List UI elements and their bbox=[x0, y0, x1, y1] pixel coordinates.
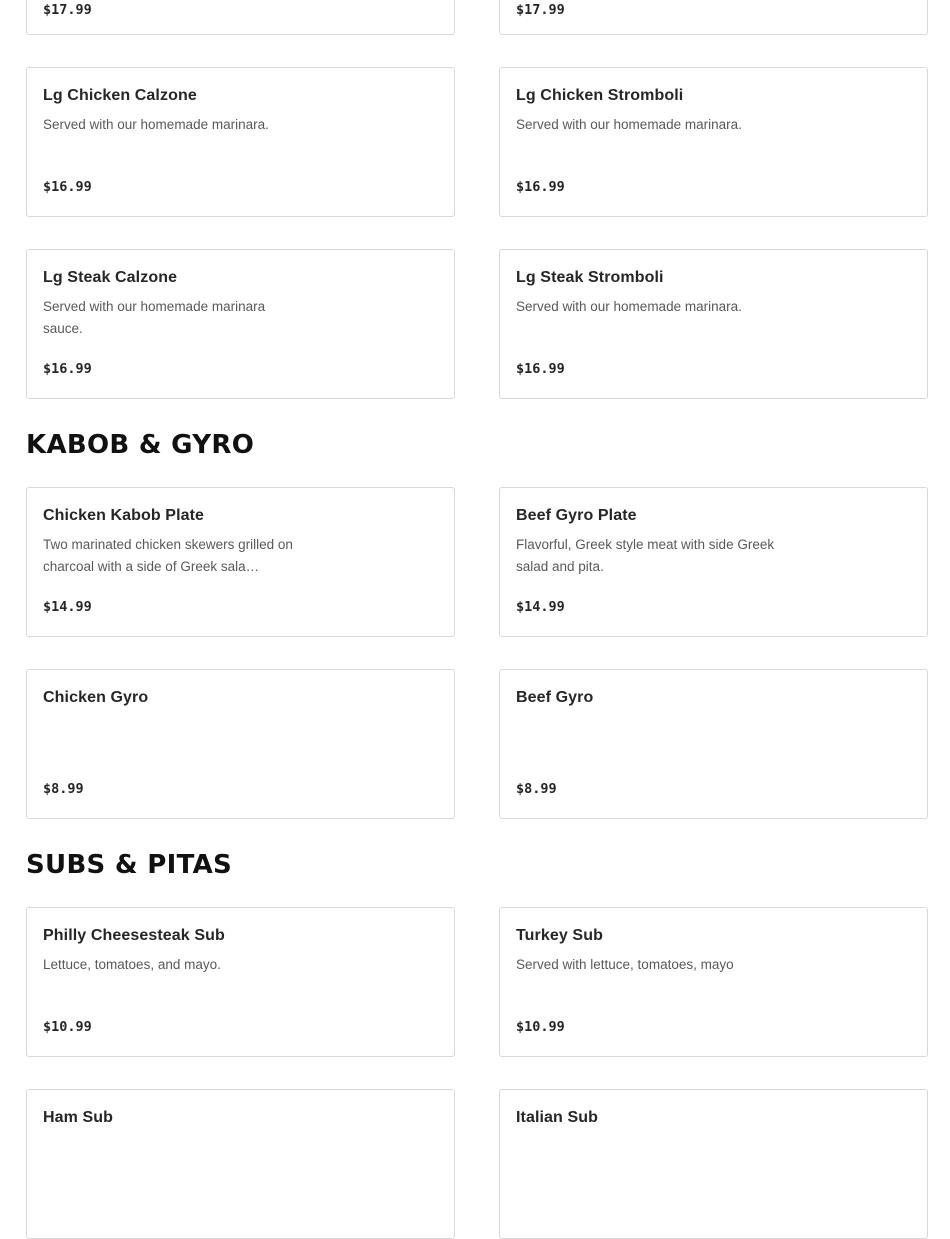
menu-item-price: $8.99 bbox=[43, 781, 84, 797]
menu-item-name: Beef Gyro Plate bbox=[516, 507, 637, 524]
menu-item-price: $8.99 bbox=[516, 781, 557, 797]
menu-item-card[interactable] bbox=[499, 669, 928, 819]
menu-item-description: Two marinated chicken skewers grilled on charcoal with a side of Greek sala… bbox=[43, 537, 293, 574]
menu-item-description: Lettuce, tomatoes, and mayo. bbox=[43, 957, 221, 972]
menu-item-card[interactable] bbox=[26, 67, 455, 217]
menu-item-description: Served with our homemade marinara. bbox=[516, 299, 742, 314]
menu-item-price: $14.99 bbox=[43, 599, 92, 615]
menu-item-name: Philly Cheesesteak Sub bbox=[43, 927, 225, 944]
menu-item-card[interactable] bbox=[499, 907, 928, 1057]
menu-item-description: Served with lettuce, tomatoes, mayo bbox=[516, 957, 734, 972]
menu-item-card[interactable] bbox=[26, 0, 455, 35]
menu-item-card[interactable] bbox=[26, 487, 455, 637]
menu-item-description: Served with our homemade marinara sauce. bbox=[43, 299, 266, 336]
menu-item-name: Chicken Kabob Plate bbox=[43, 507, 205, 524]
menu-item-name: Beef Gyro bbox=[516, 689, 594, 706]
menu-item-price: $16.99 bbox=[43, 179, 92, 195]
menu-item-card[interactable] bbox=[26, 249, 455, 399]
menu-item-card[interactable] bbox=[26, 1089, 455, 1239]
menu-item-price: $16.99 bbox=[516, 179, 565, 195]
menu-item-name: Lg Steak Calzone bbox=[43, 269, 178, 286]
menu-item-name: Lg Steak Stromboli bbox=[516, 269, 664, 286]
menu-item-card[interactable] bbox=[499, 67, 928, 217]
menu-item-name: Ham Sub bbox=[43, 1109, 114, 1126]
menu-item-card[interactable] bbox=[26, 907, 455, 1057]
menu-item-price: $16.99 bbox=[43, 361, 92, 377]
menu-item-card[interactable] bbox=[499, 0, 928, 35]
menu-item-card[interactable] bbox=[499, 249, 928, 399]
menu-item-name: Chicken Gyro bbox=[43, 689, 149, 706]
menu-item-card[interactable] bbox=[499, 1089, 928, 1239]
menu-item-card[interactable] bbox=[26, 669, 455, 819]
menu-item-name: Italian Sub bbox=[516, 1109, 598, 1126]
menu-item-description: Flavorful, Greek style meat with side Greek salad and pita. bbox=[516, 537, 775, 574]
menu-item-name: Turkey Sub bbox=[516, 927, 603, 944]
menu-item-description: Served with our homemade marinara. bbox=[516, 117, 742, 132]
section-title-subs-pitas: SUBS & PITAS bbox=[26, 850, 233, 880]
menu-item-card[interactable] bbox=[499, 487, 928, 637]
menu-item-name: Lg Chicken Calzone bbox=[43, 87, 197, 104]
menu-item-price: $17.99 bbox=[516, 2, 565, 18]
section-title-kabob-gyro: KABOB & GYRO bbox=[26, 430, 255, 460]
menu-item-description: Served with our homemade marinara. bbox=[43, 117, 269, 132]
menu-item-price: $10.99 bbox=[43, 1019, 92, 1035]
menu-item-price: $14.99 bbox=[516, 599, 565, 615]
menu-item-name: Lg Chicken Stromboli bbox=[516, 87, 684, 104]
menu-item-price: $16.99 bbox=[516, 361, 565, 377]
menu-item-price: $10.99 bbox=[516, 1019, 565, 1035]
menu-item-price: $17.99 bbox=[43, 2, 92, 18]
